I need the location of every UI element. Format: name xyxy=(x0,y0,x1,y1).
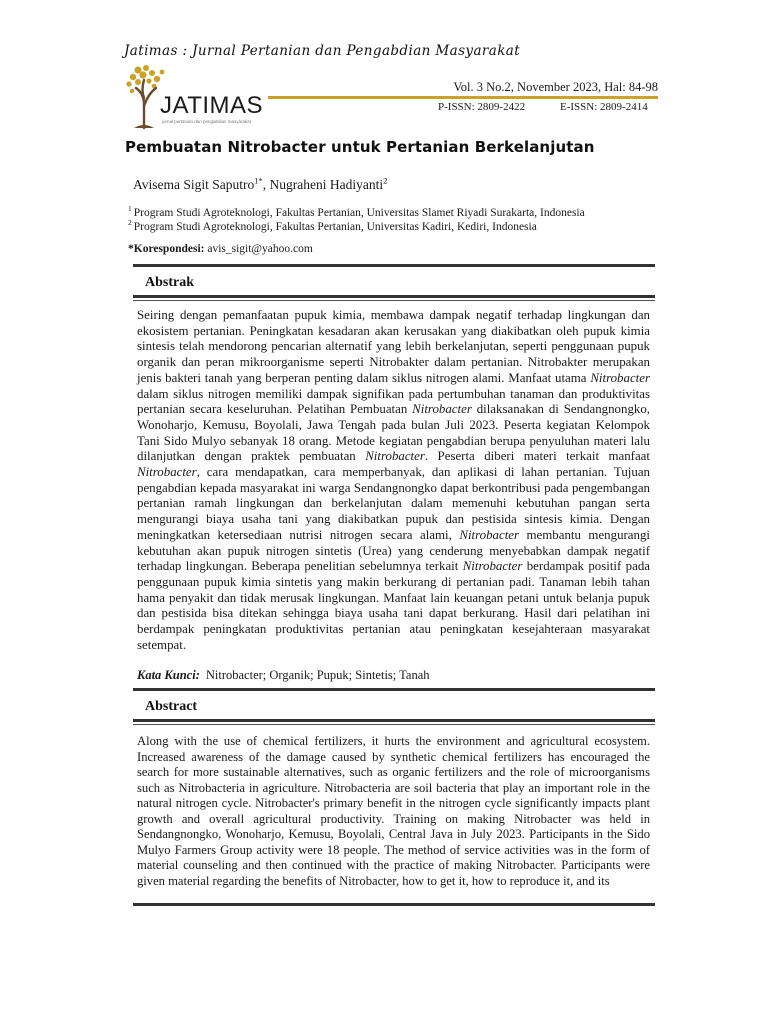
gold-divider xyxy=(268,96,658,99)
abstrak-text-2: dalam siklus nitrogen memiliki dampak signifikan pada pertumbuhan tanaman dan produktivitas pertanian secara keseluruhan. Pelatihan Pembuatan xyxy=(137,386,650,417)
p-issn: P-ISSN: 2809-2422 xyxy=(438,101,526,113)
affiliation-2-num: 2 xyxy=(128,218,132,228)
affiliation-1 xyxy=(128,204,585,219)
keywords-line xyxy=(137,668,430,683)
abstract-heading: Abstract xyxy=(145,699,198,714)
affiliation-1-num: 1 xyxy=(128,204,132,214)
abstrak-top-rule xyxy=(133,264,655,267)
abstract-top-rule xyxy=(133,688,655,691)
abstrak-text-5: , cara mendapatkan, cara memperbanyak, dan aplikasi di lahan pertanian. Tujuan pengabdian kepada masyarakat ini warga Sendangnongko dapat berkontribusi pada pengembangan pertanian ramah lingkungan dan berkelanjutan dalam memenuhi kebutuhan pangan serta mengurangi biaya usaha tani yang diakibatkan pupuk dan pestisida sintesis kimia. Dengan meningkatkan ketersediaan nutrisi nitrogen secara alami, xyxy=(137,465,650,542)
abstract-body: Along with the use of chemical fertilizers, it hurts the environment and agricultural ecosystem. Increased awareness of the damage caused by synthetic chemical fertilizers has encouraged the search for more sustainable alternatives, such as organic fertilizers and the role of microorganisms such as Nitrobacteria in agriculture. Nitrobacteria are soil bacteria that play an important role in the natural nitrogen cycle. Nitrobacter's primary benefit in the nitrogen cycle significantly impacts plant growth and overall agricultural productivity. Training on making Nitrobacter was held in Sendangnongko, Wonoharjo, Kemusu, Boyolali, Central Java in July 2023. Participants in the Sido Mulyo Farmers Group activity were 18 people. The method of service activities was in the form of material counseling and then continued with the practice of making Nitrobacter. Participants were given material regarding the benefits of Nitrobacter, how to get it, how to reproduce it, and its xyxy=(137,734,650,888)
abstrak-text-7: berdampak positif pada penggunaan pupuk kimia sintetis yang makin berkurang di pertanian padi. Tanaman lebih tahan hama penyakit dan tidak merusak lingkungan. Manfaat lain keuangan petani untuk belanja pupuk dan pestisida bisa ditekan sehingga biaya usaha tani dapat berkurang. Hasil dari pelatihan ini berdampak peningkatan produktivitas pertanian atau peningkatan kesejahteraan masyarakat setempat. xyxy=(137,559,650,652)
affiliation-2-text: Program Studi Agroteknologi, Fakultas Pertanian, Universitas Kadiri, Kediri, Indonesia xyxy=(133,221,537,233)
abstrak-italic-4: Nitrobacter xyxy=(137,465,197,480)
page-bottom-rule xyxy=(133,903,655,906)
e-issn: E-ISSN: 2809-2414 xyxy=(560,101,648,113)
abstrak-text-3: dilaksanakan di Sendangnongko, Wonoharjo, Kemusu, Boyolali, Jawa Tengah pada bulan Juli 2023. Peserta kegiatan Kelompok Tani Sido Mulyo sebanyak 18 orang. Metode kegiatan pengabdian berupa penyuluhan materi lalu dilanjutkan dengan praktek pembuatan xyxy=(137,402,650,464)
affiliation-1-text: Program Studi Agroteknologi, Fakultas Pertanian, Universitas Slamet Riyadi Surakarta, Indonesia xyxy=(133,207,585,219)
abstrak-text-4: . Peserta diberi materi terkait manfaat xyxy=(424,449,650,464)
correspondence-email[interactable]: avis_sigit@yahoo.com xyxy=(207,243,313,255)
journal-name: Jatimas : Jurnal Pertanian dan Pengabdian Masyarakat xyxy=(124,43,521,59)
abstrak-bottom-rule xyxy=(133,295,655,298)
keywords-list: Nitrobacter; Organik; Pupuk; Sintetis; Tanah xyxy=(205,668,430,682)
abstrak-body xyxy=(137,308,650,653)
author-2-sup: 2 xyxy=(383,175,388,186)
logo-text: JATIMAS xyxy=(160,92,264,119)
abstrak-italic-3: Nitrobacter xyxy=(365,449,425,464)
logo-tagline: jurnal pertanian dan pengabdian masyarakat xyxy=(162,119,252,124)
correspondence xyxy=(128,243,313,255)
abstrak-text-6: membantu mengurangi kebutuhan akan pupuk nitrogen sintetis (Urea) yang cenderung menyebabkan dampak negatif terhadap lingkungan. Beberapa penelitian sebelumnya terkait xyxy=(137,527,650,574)
volume-info: Vol. 3 No.2, November 2023, Hal: 84-98 xyxy=(453,80,658,94)
abstrak-italic-1: Nitrobacter xyxy=(590,370,650,385)
correspondence-label: *Korespondesi: xyxy=(128,243,205,255)
author-separator: , xyxy=(262,177,270,192)
abstract-bottom-rule xyxy=(133,719,655,722)
abstract-bottom-rule-thin xyxy=(133,724,655,725)
author-2: Nugraheni Hadiyanti xyxy=(269,177,384,192)
authors xyxy=(133,177,387,193)
abstrak-heading: Abstrak xyxy=(145,275,195,290)
abstrak-text-1: Seiring dengan pemanfaatan pupuk kimia, membawa dampak negatif terhadap lingkungan dan ekosistem pertanian. Peningkatan kesadaran akan kerusakan yang diakibatkan oleh pupuk kimia sintesis telah mendorong pencarian alternatif yang lebih berkelanjutan, seperti penggunaan pupuk organik dan peran mikroorganisme seperti Nitrobakter dalam pertanian. Nitrobakter merupakan jenis bakteri tanah yang berperan penting dalam siklus nitrogen alami. Manfaat utama xyxy=(137,308,650,385)
author-1-sup: 1* xyxy=(254,175,263,186)
affiliation-2 xyxy=(128,218,537,233)
abstrak-italic-6: Nitrobacter xyxy=(462,559,523,574)
keywords-label: Kata Kunci: xyxy=(137,668,200,682)
abstrak-italic-5: Nitrobacter xyxy=(459,527,520,542)
abstrak-bottom-rule-thin xyxy=(133,300,655,301)
abstrak-italic-2: Nitrobacter xyxy=(412,402,472,417)
article-title: Pembuatan Nitrobacter untuk Pertanian Berkelanjutan xyxy=(125,138,595,156)
author-1: Avisema Sigit Saputro xyxy=(133,177,255,192)
